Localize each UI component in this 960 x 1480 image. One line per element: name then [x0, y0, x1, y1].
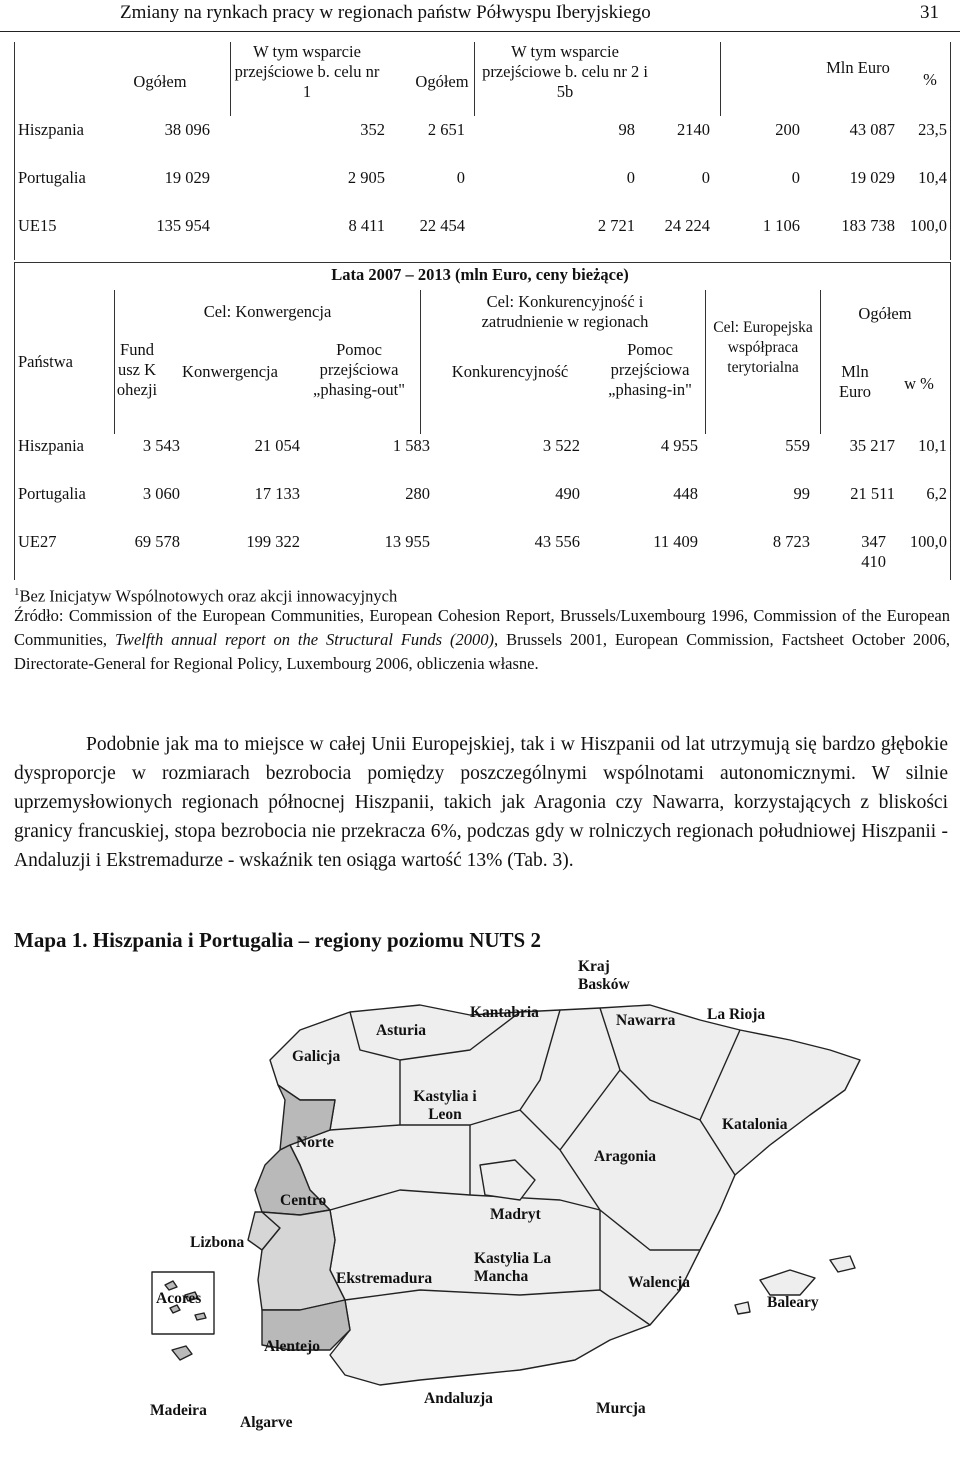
- map-title: Mapa 1. Hiszpania i Portugalia – regiony poziomu NUTS 2: [14, 928, 541, 952]
- t1-cell: 200: [775, 120, 800, 139]
- t1-cell: 0: [791, 168, 800, 187]
- t1-cell: 2 905: [347, 168, 385, 187]
- table-divider: [705, 290, 706, 434]
- t1-cell: 19 029: [849, 168, 895, 187]
- t1-header-mln-euro: Mln Euro: [826, 58, 890, 77]
- t2-cell: 347 410: [861, 532, 886, 571]
- t2-cell: 448: [673, 484, 698, 503]
- t2-cell: 10,1: [918, 436, 947, 455]
- t1-header-transition-1: W tym wsparcie przejściowe b. celu nr 1: [234, 42, 380, 101]
- t2-cell: 13 955: [384, 532, 430, 551]
- table-divider: [720, 42, 721, 116]
- map-label-kraj-baskow: Kraj Basków: [578, 958, 630, 993]
- table-border: [950, 262, 951, 580]
- map-label-katalonia: Katalonia: [722, 1116, 788, 1133]
- map-label-baleary: Baleary: [767, 1294, 819, 1311]
- t1-row-country: Portugalia: [18, 168, 86, 187]
- map-label-norte: Norte: [296, 1134, 334, 1151]
- t2-row-header: Państwa: [18, 352, 73, 371]
- map-label-aragonia: Aragonia: [594, 1148, 656, 1165]
- t1-cell: 19 029: [164, 168, 210, 187]
- t1-cell: 100,0: [909, 216, 947, 235]
- t1-cell: 0: [456, 168, 465, 187]
- t1-cell: 2 721: [597, 216, 635, 235]
- map-label-nawarra: Nawarra: [616, 1012, 676, 1029]
- t2-cell: 4 955: [660, 436, 698, 455]
- region-baleary: [760, 1270, 815, 1295]
- map-label-la-rioja: La Rioja: [707, 1006, 766, 1023]
- map-label-galicja: Galicja: [292, 1048, 341, 1065]
- t1-cell: 2 651: [427, 120, 465, 139]
- table-rule: [14, 262, 950, 263]
- t1-cell: 0: [701, 168, 710, 187]
- map-label-kantabria: Kantabria: [470, 1004, 539, 1021]
- map-label-ekstremadura: Ekstremadura: [336, 1270, 433, 1287]
- map-label-centro: Centro: [280, 1192, 327, 1209]
- t1-row-country: Hiszpania: [18, 120, 84, 139]
- t1-cell: 183 738: [841, 216, 895, 235]
- t2-cell: 17 133: [254, 484, 300, 503]
- map-label-walencja: Walencja: [628, 1274, 690, 1291]
- t2-sub-convergence: Konwergencja: [182, 362, 278, 381]
- t2-group-convergence: Cel: Konwergencja: [203, 302, 332, 321]
- t2-cell: 6,2: [926, 484, 947, 503]
- t1-header-transition-2: W tym wsparcie przejściowe b. celu nr 2 i 5b: [482, 42, 648, 101]
- map-label-asturia: Asturia: [376, 1022, 426, 1039]
- t1-header-ogolem-2: Ogółem: [415, 72, 469, 91]
- t2-sub-cohesion-fund: Fundusz Kohezji: [116, 340, 158, 399]
- t1-cell: 2140: [677, 120, 710, 139]
- t2-group-competitiveness: Cel: Konkurencyjność i zatrudnienie w regionach: [481, 292, 649, 331]
- page-header-title: Zmiany na rynkach pracy w regionach państw Półwyspu Iberyjskiego: [120, 2, 651, 23]
- map-label-alentejo: Alentejo: [264, 1338, 320, 1355]
- map-label-murcja: Murcja: [596, 1400, 646, 1417]
- t1-cell: 43 087: [849, 120, 895, 139]
- t2-row-country: Portugalia: [18, 484, 86, 503]
- t2-cell: 43 556: [534, 532, 580, 551]
- t1-cell: 1 106: [762, 216, 800, 235]
- t2-cell: 8 723: [772, 532, 810, 551]
- map-label-madeira: Madeira: [150, 1402, 207, 1419]
- t1-cell: 23,5: [918, 120, 947, 139]
- t2-cell: 3 522: [542, 436, 580, 455]
- footnote-text: Bez Inicjatyw Wspólnotowych oraz akcji innowacyjnych: [19, 586, 398, 606]
- t1-header-ogolem-1: Ogółem: [133, 72, 187, 91]
- t1-cell: 8 411: [348, 216, 385, 235]
- t1-header-percent: %: [923, 70, 937, 89]
- t2-group-total: Ogółem: [858, 304, 912, 323]
- t2-row-country: UE27: [18, 532, 57, 551]
- t2-cell: 35 217: [849, 436, 895, 455]
- map-label-algarve: Algarve: [240, 1414, 293, 1431]
- source-note: [14, 604, 950, 676]
- t2-cell: 21 511: [850, 484, 895, 503]
- t2-cell: 11 409: [653, 532, 698, 551]
- map-label-acores: Acores: [156, 1290, 202, 1307]
- t1-cell: 135 954: [156, 216, 210, 235]
- map-label-kastylia-leon: Kastylia i Leon: [413, 1088, 477, 1123]
- t2-cell: 100,0: [909, 532, 947, 551]
- footnote-marker: 1: [14, 586, 20, 598]
- t1-cell: 38 096: [164, 120, 210, 139]
- t2-sub-percent: w %: [904, 374, 934, 393]
- t2-cell: 69 578: [134, 532, 180, 551]
- body-paragraph: [14, 730, 948, 875]
- t1-cell: 352: [360, 120, 385, 139]
- region-madeira-shape: [172, 1346, 192, 1360]
- t2-sub-phasing-in: Pomoc przejściowa „phasing-in": [608, 340, 692, 399]
- table-divider: [420, 290, 421, 434]
- source-prefix: Źródło: Commission of the European Communities, European Cohesion Report, Brussels/Luxembourg 1996, Commission of the European Communities,: [14, 606, 950, 649]
- t2-sub-phasing-out: Pomoc przejściowa „phasing-out": [313, 340, 405, 399]
- t2-cell: 21 054: [254, 436, 300, 455]
- t2-cell: 3 060: [142, 484, 180, 503]
- source-suffix: , Brussels 2001, European Commission, Factsheet October 2006, Directorate-General for Regional Policy, Luxembourg 2006, obliczenia własne.: [14, 630, 951, 673]
- table-border: [950, 42, 951, 260]
- table-divider: [114, 290, 115, 434]
- t2-cell: 3 543: [142, 436, 180, 455]
- t2-cell: 490: [555, 484, 580, 503]
- t2-sub-mln-euro: Mln Euro: [838, 362, 872, 401]
- map-label-andaluzja: Andaluzja: [424, 1390, 493, 1407]
- t1-cell: 0: [626, 168, 635, 187]
- t2-period-title: Lata 2007 – 2013 (mln Euro, ceny bieżące): [331, 265, 629, 284]
- source-italic-title: Twelfth annual report on the Structural Funds (2000): [114, 630, 495, 649]
- map-label-lizbona: Lizbona: [190, 1234, 245, 1251]
- t2-cell: 99: [793, 484, 810, 503]
- table-divider: [820, 290, 821, 434]
- t1-cell: 10,4: [918, 168, 947, 187]
- t1-cell: 24 224: [664, 216, 710, 235]
- t2-cell: 199 322: [246, 532, 300, 551]
- table-border: [14, 42, 15, 260]
- map-label-kastylia-la-mancha: Kastylia La Mancha: [474, 1250, 552, 1285]
- region-spain-mainland: [270, 1005, 860, 1385]
- iberia-nuts2-map: [0, 950, 960, 1450]
- t2-cell: 559: [785, 436, 810, 455]
- table-divider: [230, 42, 231, 116]
- t1-cell: 22 454: [419, 216, 465, 235]
- table-border: [14, 262, 15, 580]
- t2-cell: 1 583: [392, 436, 430, 455]
- t1-cell: 98: [618, 120, 635, 139]
- map-label-madryt: Madryt: [490, 1206, 541, 1223]
- page-number: 31: [920, 2, 939, 23]
- t1-row-country: UE15: [18, 216, 57, 235]
- header-rule: [0, 31, 960, 32]
- t2-row-country: Hiszpania: [18, 436, 84, 455]
- t2-cell: 280: [405, 484, 430, 503]
- paragraph-text: Podobnie jak ma to miejsce w całej Unii Europejskiej, tak i w Hiszpanii od lat utrzymują się bardzo głębokie dysproporcje w rozmiarach bezrobocia pomiędzy poszczególnymi wspólnotami autonomicznymi. W silnie uprzemysłowionych regionach północnej Hiszpanii, takich jak Aragonia czy Nawarra, korzystających z bliskości granicy francuskiej, stopa bezrobocia nie przekracza 6%, podczas gdy w rolniczych regionach południowej Hiszpanii - Andaluzji i Ekstremadurze - wskaźnik ten osiąga wartość 13% (Tab. 3).: [14, 734, 948, 871]
- t2-group-cooperation: Cel: Europejska współpraca terytorialna: [713, 319, 813, 376]
- t2-sub-competitiveness: Konkurencyjność: [451, 362, 569, 381]
